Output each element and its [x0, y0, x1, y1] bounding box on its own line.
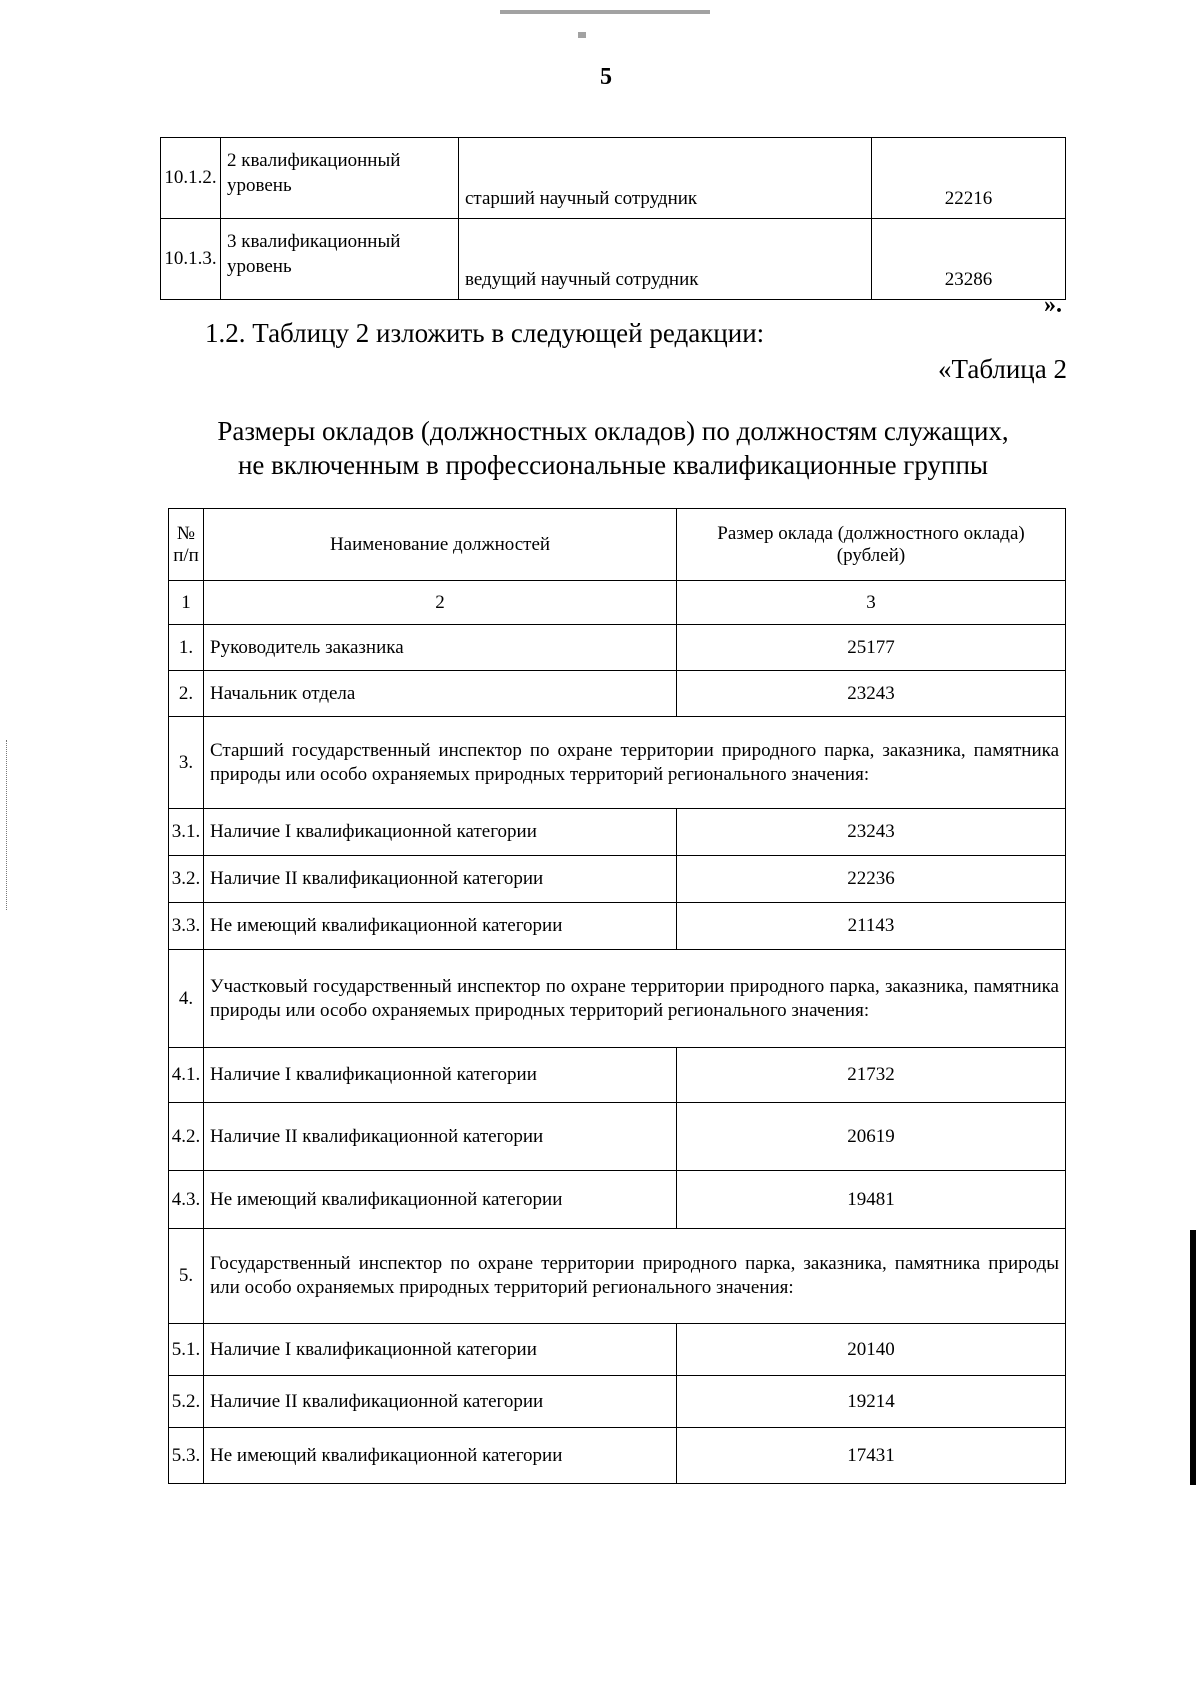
salary-value: 22216 [872, 138, 1066, 219]
row-number: 3.1. [169, 809, 204, 856]
table-row [169, 1171, 1066, 1229]
column-number-row [169, 581, 1066, 625]
scan-margin-dots [6, 740, 7, 910]
table-row [169, 903, 1066, 950]
scan-noise-mark [578, 32, 586, 38]
row-number: 4.2. [169, 1103, 204, 1171]
table-row [161, 219, 1066, 300]
position-name: Не имеющий квалификационной категории [204, 1171, 677, 1229]
row-number: 5. [169, 1229, 204, 1324]
row-number: 5.2. [169, 1376, 204, 1428]
position-name: Наличие I квалификационной категории [204, 1048, 677, 1103]
group-title: Старший государственный инспектор по охране территории природного парка, заказника, памятника природы или особо охраняемых природных территорий регионального значения: [204, 717, 1066, 809]
salary-value: 20140 [677, 1324, 1066, 1376]
row-number: 2. [169, 671, 204, 717]
table-row [169, 1428, 1066, 1484]
salary-value: 20619 [677, 1103, 1066, 1171]
position-name: старший научный сотрудник [459, 138, 872, 219]
header-num: № п/п [169, 509, 204, 581]
row-number: 4.1. [169, 1048, 204, 1103]
salary-value: 23243 [677, 809, 1066, 856]
col-number: 2 [204, 581, 677, 625]
salary-value: 22236 [677, 856, 1066, 903]
row-number: 3.2. [169, 856, 204, 903]
position-name: Руководитель заказника [204, 625, 677, 671]
closing-quote: ». [1044, 292, 1062, 318]
row-number: 1. [169, 625, 204, 671]
row-number: 3.3. [169, 903, 204, 950]
table-row-group [169, 950, 1066, 1048]
table-row [169, 625, 1066, 671]
table-row [169, 809, 1066, 856]
position-name: Наличие II квалификационной категории [204, 1376, 677, 1428]
table-row-group [169, 1229, 1066, 1324]
salary-value: 17431 [677, 1428, 1066, 1484]
salary-value: 19481 [677, 1171, 1066, 1229]
position-name: ведущий научный сотрудник [459, 219, 872, 300]
position-name: Наличие II квалификационной категории [204, 856, 677, 903]
qualification-level: 2 квалификационный уровень [221, 138, 459, 219]
row-number: 4. [169, 950, 204, 1048]
table-row-group [169, 717, 1066, 809]
row-number: 10.1.3. [161, 219, 221, 300]
table-row [169, 1048, 1066, 1103]
col-number: 3 [677, 581, 1066, 625]
table-row [169, 856, 1066, 903]
position-name: Не имеющий квалификационной категории [204, 1428, 677, 1484]
row-number: 5.1. [169, 1324, 204, 1376]
page-number: 5 [600, 64, 612, 90]
table-heading [160, 414, 1066, 482]
col-number: 1 [169, 581, 204, 625]
table-row [169, 1324, 1066, 1376]
position-name: Наличие I квалификационной категории [204, 809, 677, 856]
table-heading-line2: не включенным в профессиональные квалификационные группы [237, 450, 989, 480]
salary-value: 19214 [677, 1376, 1066, 1428]
row-number: 4.3. [169, 1171, 204, 1229]
table-row [161, 138, 1066, 219]
table-header-row [169, 509, 1066, 581]
position-name: Наличие I квалификационной категории [204, 1324, 677, 1376]
qualification-table [160, 137, 1066, 300]
group-title: Участковый государственный инспектор по охране территории природного парка, заказника, памятника природы или особо охраняемых природных территорий регионального значения: [204, 950, 1066, 1048]
qualification-level: 3 квалификационный уровень [221, 219, 459, 300]
table-row [169, 1103, 1066, 1171]
salary-value: 21143 [677, 903, 1066, 950]
salary-value: 23243 [677, 671, 1066, 717]
scan-edge-bar [1190, 1230, 1196, 1485]
row-number: 10.1.2. [161, 138, 221, 219]
salary-table [168, 508, 1066, 1484]
scan-noise-top [500, 10, 710, 14]
group-title: Государственный инспектор по охране территории природного парка, заказника, памятника природы или особо охраняемых природных территорий регионального значения: [204, 1229, 1066, 1324]
position-name: Не имеющий квалификационной категории [204, 903, 677, 950]
table-row [169, 671, 1066, 717]
row-number: 5.3. [169, 1428, 204, 1484]
table-heading-line1: Размеры окладов (должностных окладов) по должностям служащих, [217, 416, 1009, 446]
salary-value: 21732 [677, 1048, 1066, 1103]
amendment-instruction: 1.2. Таблицу 2 изложить в следующей редакции: [205, 318, 765, 348]
salary-value: 23286 [872, 219, 1066, 300]
table-label: «Таблица 2 [938, 354, 1067, 384]
position-name: Начальник отдела [204, 671, 677, 717]
table-row [169, 1376, 1066, 1428]
salary-value: 25177 [677, 625, 1066, 671]
row-number: 3. [169, 717, 204, 809]
position-name: Наличие II квалификационной категории [204, 1103, 677, 1171]
header-salary: Размер оклада (должностного оклада) (рублей) [677, 509, 1066, 581]
header-name: Наименование должностей [204, 509, 677, 581]
